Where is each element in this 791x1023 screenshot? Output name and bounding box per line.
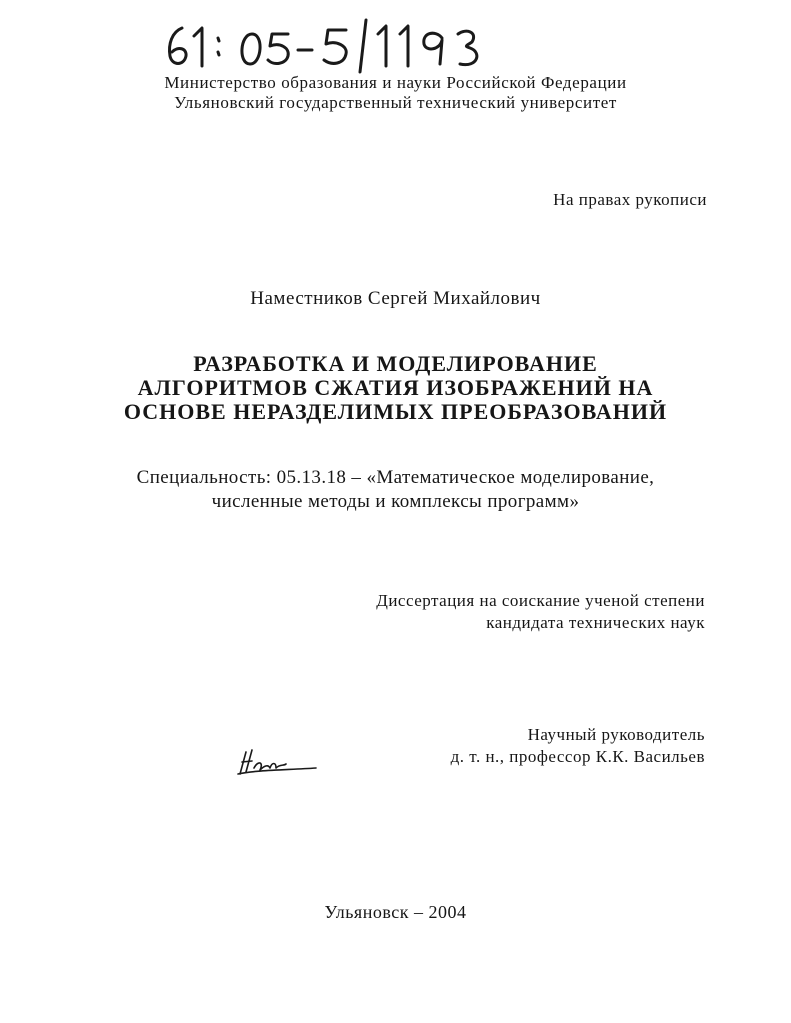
degree-line-2: кандидата технических наук <box>486 613 705 632</box>
specialty-line-2: численные методы и комплексы программ» <box>211 491 580 512</box>
archive-number-handwritten <box>160 14 520 74</box>
author-name: Наместников Сергей Михайлович <box>250 288 541 309</box>
supervisor-name: д. т. н., профессор К.К. Васильев <box>450 747 705 766</box>
university-name: Ульяновский государственный технический университет <box>174 93 617 112</box>
degree-statement <box>376 590 705 634</box>
title-line-1: РАЗРАБОТКА И МОДЕЛИРОВАНИЕ <box>193 351 598 376</box>
specialty <box>0 466 791 514</box>
signature-mark <box>236 748 322 778</box>
supervisor-label: Научный руководитель <box>527 725 705 744</box>
dissertation-title <box>0 352 791 424</box>
city-year: Ульяновск – 2004 <box>324 902 467 922</box>
title-line-3: ОСНОВЕ НЕРАЗДЕЛИМЫХ ПРЕОБРАЗОВАНИЙ <box>123 399 668 424</box>
title-line-2: АЛГОРИТМОВ СЖАТИЯ ИЗОБРАЖЕНИЙ НА <box>137 375 654 400</box>
ministry-name: Министерство образования и науки Российской Федерации <box>164 73 627 92</box>
specialty-line-1: Специальность: 05.13.18 – «Математическое моделирование, <box>136 467 655 488</box>
degree-line-1: Диссертация на соискание ученой степени <box>376 591 705 610</box>
manuscript-rights: На правах рукописи <box>553 190 707 209</box>
supervisor-block <box>451 724 705 768</box>
institution-header <box>0 73 791 113</box>
